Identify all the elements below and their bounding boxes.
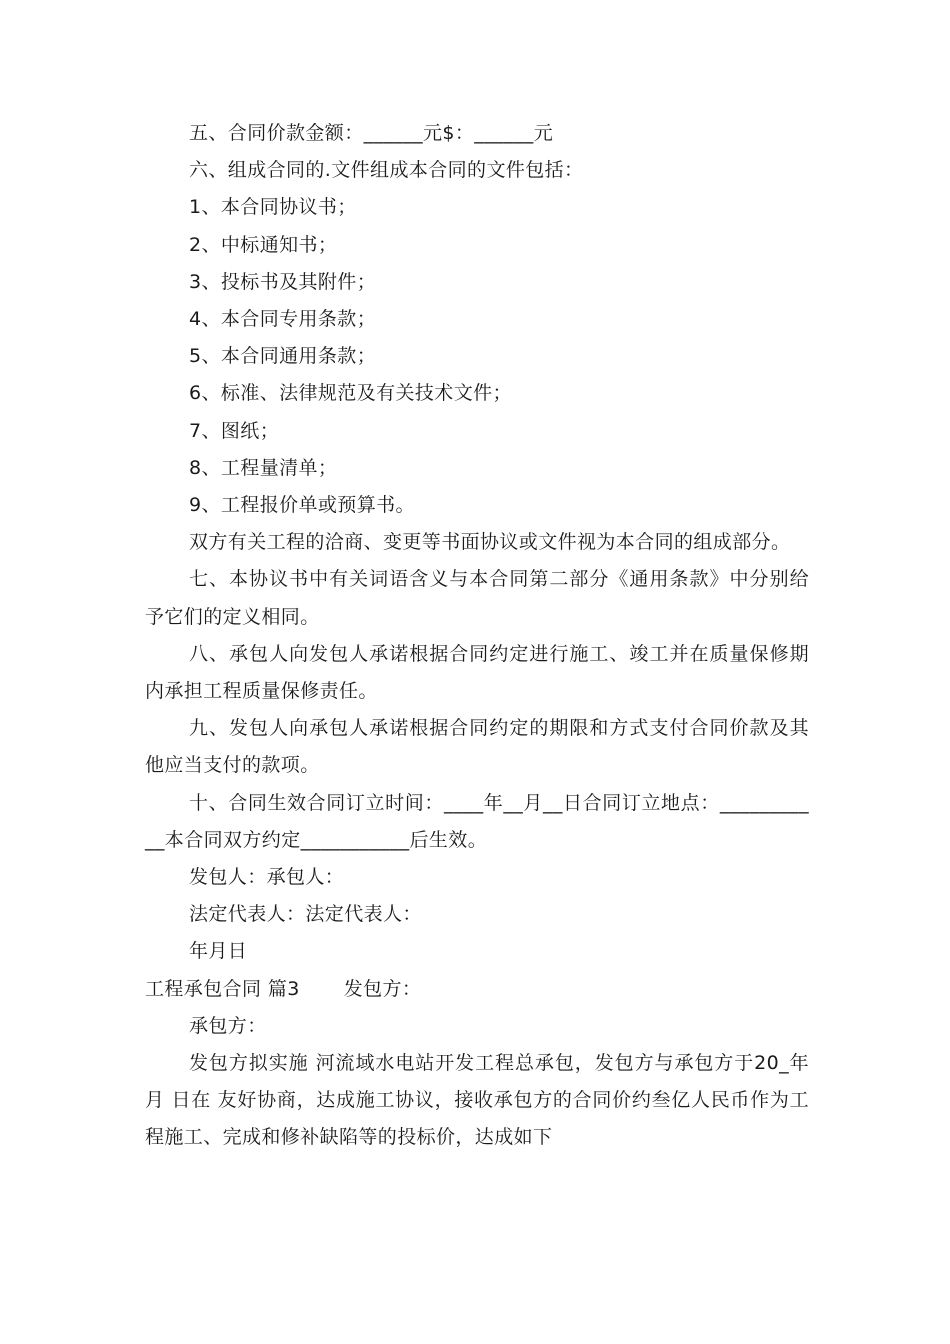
- paragraph-definitions: 七、本协议书中有关词语含义与本合同第二部分《通用条款》中分别给予它们的定义相同。: [145, 568, 809, 628]
- document-body: [145, 115, 809, 1157]
- paragraph-parties: 发包人：承包人：: [189, 866, 345, 889]
- paragraph-contract-documents: 六、组成合同的.文件组成本合同的文件包括：: [189, 159, 584, 182]
- paragraph-contractor-party: 承包方：: [189, 1014, 267, 1037]
- paragraph-contractor-promise: 八、承包人向发包人承诺根据合同约定进行施工、竣工并在质量保修期内承担工程质量保修责任。: [145, 642, 809, 703]
- paragraph-contract-price: 五、合同价款金额：______元$：______元: [189, 122, 554, 144]
- list-item-special-terms: 4、本合同专用条款；: [189, 308, 377, 331]
- paragraph-project-intro: 发包方拟实施 河流域水电站开发工程总承包，发包方与承包方于20_年 月 日在 友好协商，达成施工协议，接收承包方的合同价约叁亿人民币作为工程施工、完成和修补缺陷等的投标价，达成如下: [145, 1052, 809, 1149]
- list-item-quotation: 9、工程报价单或预算书。: [189, 494, 415, 517]
- paragraph-representatives: 法定代表人：法定代表人：: [189, 903, 422, 926]
- list-item-award-notice: 2、中标通知书；: [189, 233, 338, 256]
- section-title-party: 发包方：: [343, 977, 422, 1000]
- paragraph-negotiations: 双方有关工程的洽商、变更等书面协议或文件视为本合同的组成部分。: [189, 531, 791, 554]
- list-item-bid: 3、投标书及其附件；: [189, 270, 377, 293]
- list-item-bill-of-quantities: 8、工程量清单；: [189, 456, 338, 479]
- list-item-standards: 6、标准、法律规范及有关技术文件；: [189, 382, 512, 405]
- section-title: 工程承包合同 篇3: [145, 977, 300, 1000]
- section-title-line: [145, 971, 809, 1008]
- paragraph-effectiveness: 十、合同生效合同订立时间：____年__月__日合同订立地点：___________本合同双方约定___________后生效。: [145, 791, 809, 851]
- list-item-agreement: 1、本合同协议书；: [189, 196, 357, 219]
- list-item-drawings: 7、图纸；: [189, 419, 280, 442]
- paragraph-employer-promise: 九、发包人向承包人承诺根据合同约定的期限和方式支付合同价款及其他应当支付的款项。: [145, 717, 809, 777]
- list-item-general-terms: 5、本合同通用条款；: [189, 345, 377, 368]
- paragraph-date: 年月日: [189, 940, 248, 963]
